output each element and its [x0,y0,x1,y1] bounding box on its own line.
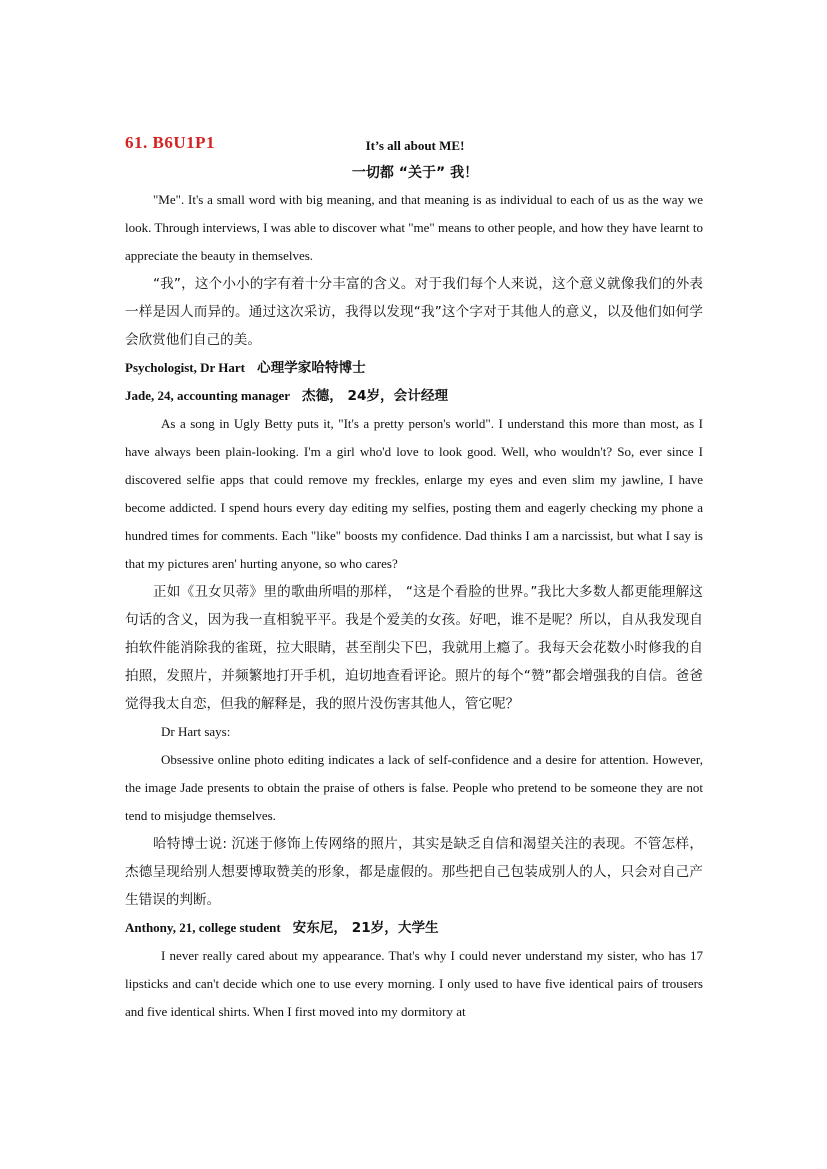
jade-heading-zh: 杰德， 24岁，会计经理 [302,388,449,404]
psychologist-heading [125,354,703,382]
intro-chinese: “我”，这个小小的字有着十分丰富的含义。对于我们每个人来说，这个意义就像我们的外表一样是因人而异的。通过这次采访，我得以发现“我”这个字对于其他人的意义，以及他们如何学会欣赏他们自己的美。 [125,276,703,348]
anthony-heading [125,914,703,942]
document-header [125,133,705,183]
psychologist-heading-en: Psychologist, Dr Hart [125,360,245,375]
jade-story-chinese: 正如《丑女贝蒂》里的歌曲所唱的那样， “这是个看脸的世界。”我比大多数人都更能理解这句话的含义，因为我一直相貌平平。我是个爱美的女孩。好吧，谁不是呢？所以，自从我发现自拍软件能消除我的雀斑，拉大眼睛，甚至削尖下巴，我就用上瘾了。我每天会花数小时修我的自拍照，发照片，并频繁地打开手机，迫切地查看评论。照片的每个“赞”都会增强我的自信。爸爸觉得我太自恋，但我的解释是，我的照片没伤害其他人，管它呢？ [125,584,703,712]
anthony-story-english: I never really cared about my appearance. That's why I could never understand my sister, who has 17 lipsticks and can't decide which one to use every morning. I only used to have five identical pairs of trousers and five identical shirts. When I first moved into my dormitory at [125,948,703,1019]
title-chinese: 一切都 “关于” 我！ [351,165,479,181]
psychologist-heading-zh: 心理学家哈特博士 [257,360,366,376]
jade-heading [125,382,703,410]
title-english: It’s all about ME! [365,138,465,153]
article-body [125,186,703,1026]
dr-hart-comment-english: Obsessive online photo editing indicates a lack of self-confidence and a desire for attention. However, the image Jade presents to obtain the praise of others is false. People who pretend to be someone they are not tend to misjudge themselves. [125,752,703,823]
jade-heading-en: Jade, 24, accounting manager [125,388,291,403]
dr-hart-says-label: Dr Hart says: [161,724,231,739]
intro-english: "Me". It's a small word with big meaning, and that meaning is as individual to each of us as the way we look. Through interviews, I was able to discover what "me" means to other people, and how they have learnt to appreciate the beauty in themselves. [125,192,703,263]
dr-hart-comment-chinese: 哈特博士说: 沉迷于修饰上传网络的照片，其实是缺乏自信和渴望关注的表现。不管怎样，杰德呈现给别人想要博取赞美的形象，都是虚假的。那些把自己包装成别人的人，只会对自己产生错误的判断。 [125,836,703,908]
anthony-heading-en: Anthony, 21, college student [125,920,281,935]
lesson-number: 61. B6U1P1 [125,133,215,152]
anthony-heading-zh: 安东尼， 21岁，大学生 [292,920,439,936]
jade-story-english: As a song in Ugly Betty puts it, "It's a pretty person's world". I understand this more than most, as I have always been plain-looking. I'm a girl who'd love to look good. Well, who wouldn't? So, ever since I discovered selfie apps that could remove my freckles, enlarge my eyes and even slim my jawline, I have become addicted. I spend hours every day editing my selfies, posting them and eagerly checking my phone a hundred times for comments. Each "like" boosts my confidence. Dad thinks I am a narcissist, but what I say is that my pictures aren' hurting anyone, so who cares? [125,416,703,571]
